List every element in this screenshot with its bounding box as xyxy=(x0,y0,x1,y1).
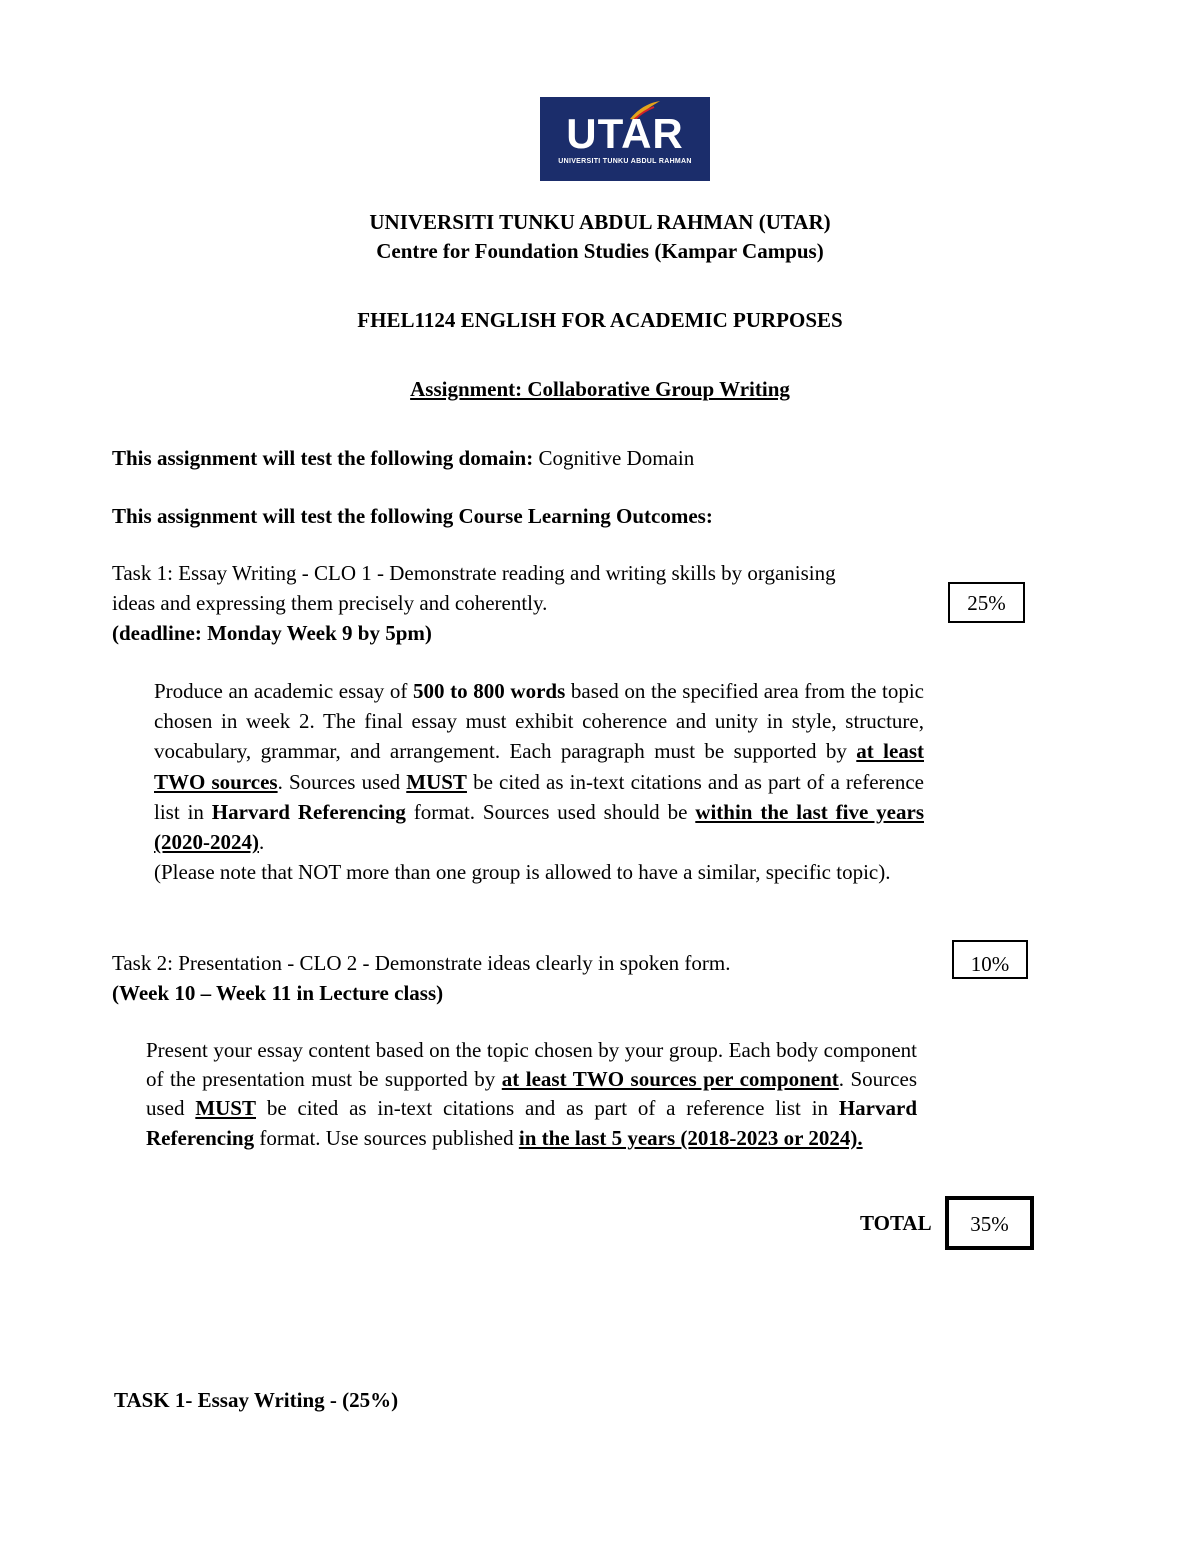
task2-harvard: Harvard Referencing xyxy=(146,1096,917,1150)
task2-schedule: (Week 10 – Week 11 in Lecture class) xyxy=(112,981,444,1005)
task2-weight-box: 10% xyxy=(952,940,1028,979)
logo-word: UTAR xyxy=(566,110,684,157)
clo-heading: This assignment will test the following Course Learning Outcomes: xyxy=(112,504,713,528)
task1-text: . xyxy=(258,830,265,855)
total-box: 35% xyxy=(945,1196,1034,1250)
task1-title xyxy=(112,558,927,648)
task1-line1: Task 1: Essay Writing - CLO 1 - Demonstrate reading and writing skills by organising xyxy=(112,561,836,585)
task1-text: be cited as in-text citations and as part of a reference list in xyxy=(154,769,924,824)
task2-text: Present your essay content based on the topic chosen by your group. Each body component of the presentation must be supported by xyxy=(146,1038,917,1092)
task2-line1: Task 2: Presentation - CLO 2 - Demonstrate ideas clearly in spoken form. xyxy=(112,951,731,975)
domain-line xyxy=(112,443,694,473)
task1-line2: ideas and expressing them precisely and coherently. xyxy=(112,591,548,615)
task1-date-range: within the last five years (2020-2024) xyxy=(154,799,924,855)
task1-text: Produce an academic essay of xyxy=(154,679,414,703)
domain-label: This assignment will test the following domain: xyxy=(112,446,534,470)
centre-name: Centre for Foundation Studies (Kampar Campus) xyxy=(376,239,824,263)
university-name: UNIVERSITI TUNKU ABDUL RAHMAN (UTAR) xyxy=(369,210,831,234)
task2-sources-requirement: at least TWO sources per component xyxy=(501,1067,839,1092)
task1-sources-requirement: at least TWO sources xyxy=(154,739,924,794)
task2-description xyxy=(146,1036,917,1153)
task2-text: format. Use sources published xyxy=(254,1125,519,1150)
task2-text: be cited as in-text citations and as part of a reference list in xyxy=(256,1096,839,1121)
task1-text: . Sources used xyxy=(277,769,407,794)
task1-section-heading: TASK 1- Essay Writing - (25%) xyxy=(114,1388,399,1412)
task2-date-range: in the last 5 years (2018-2023 or 2024). xyxy=(518,1125,863,1150)
task1-note: (Please note that NOT more than one group is allowed to have a similar, specific topic). xyxy=(154,860,891,885)
task1-text: format. Sources used should be xyxy=(405,799,696,824)
logo-subtitle: UNIVERSITI TUNKU ABDUL RAHMAN xyxy=(558,158,692,165)
task1-description xyxy=(154,676,924,887)
task2-must: MUST xyxy=(195,1096,256,1121)
task1-text: based on the specified area from the topic chosen in week 2. The final essay must exhibit coherence and unity in style, structure, vocabulary, grammar, and arrangement. Each paragraph must be supported by xyxy=(154,679,925,764)
task1-weight-box: 25% xyxy=(948,582,1025,623)
task1-must: MUST xyxy=(406,769,467,794)
task2-title xyxy=(112,948,927,1008)
task1-word-count: 500 to 800 words xyxy=(413,679,566,703)
utar-logo xyxy=(540,97,710,181)
assignment-title: Assignment: Collaborative Group Writing xyxy=(410,377,790,401)
task2-text: . Sources used xyxy=(146,1067,917,1121)
task1-deadline: (deadline: Monday Week 9 by 5pm) xyxy=(112,621,432,645)
domain-value: Cognitive Domain xyxy=(533,446,695,470)
course-title: FHEL1124 ENGLISH FOR ACADEMIC PURPOSES xyxy=(357,308,843,332)
task1-harvard: Harvard Referencing xyxy=(211,799,406,824)
total-label: TOTAL xyxy=(860,1211,932,1235)
